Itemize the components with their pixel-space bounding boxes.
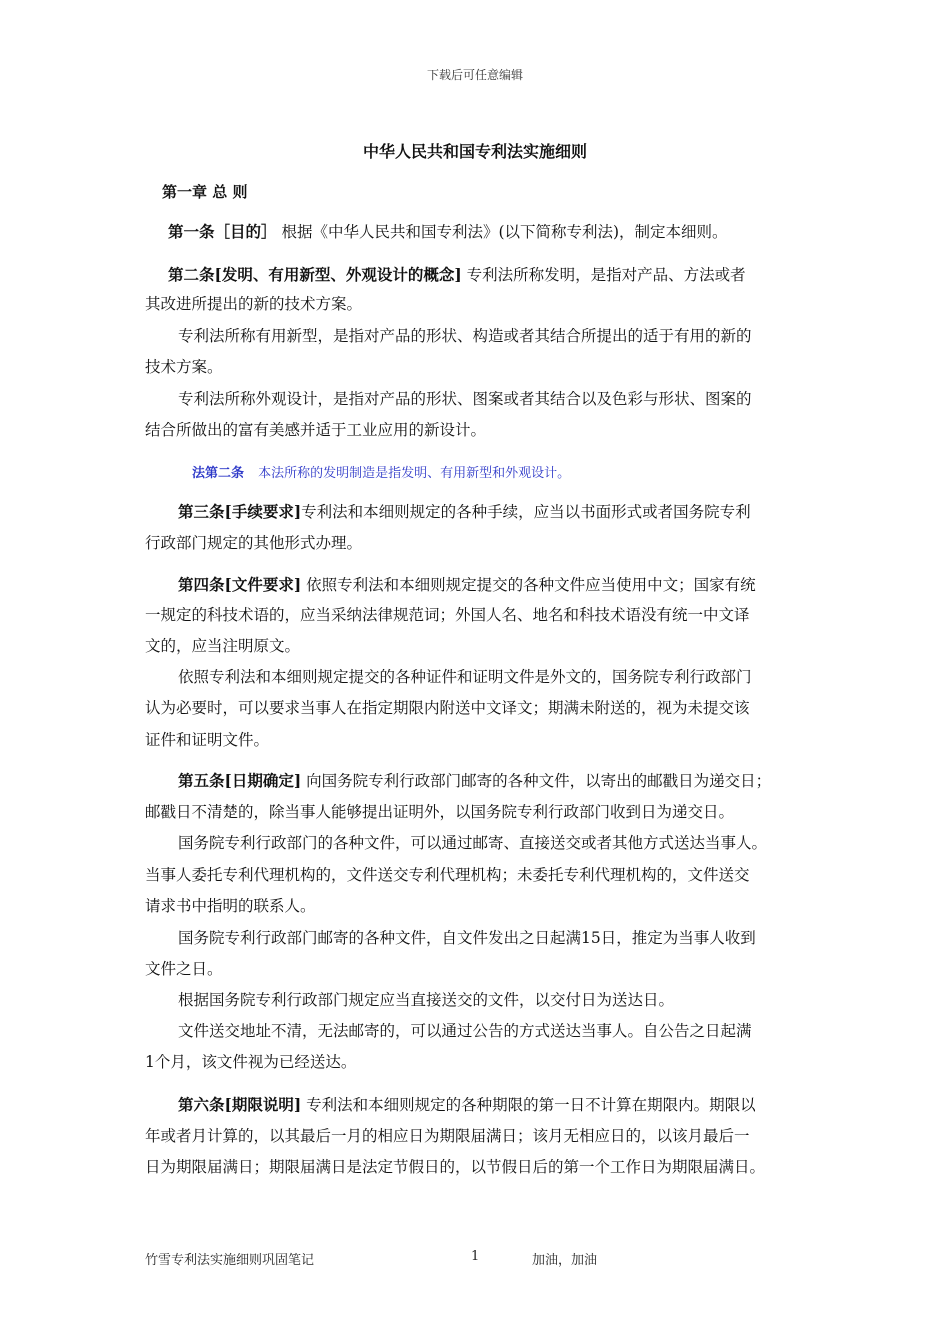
footer-title: 竹雪专利法实施细则巩固笔记: [145, 1253, 315, 1268]
law-note: [192, 462, 570, 481]
article-2-line-3: 专利法所称有用新型，是指对产品的形状、构造或者其结合所提出的适于有用的新的: [178, 327, 752, 345]
article-4-text: 依照专利法和本细则规定提交的各种文件应当使用中文；国家有统: [306, 576, 756, 594]
article-2-line-2: 其改进所提出的新的技术方案。: [145, 295, 363, 313]
article-3-line-1: [178, 502, 751, 522]
header-note: 下载后可任意编辑: [426, 68, 523, 82]
article-2-text: 专利法所称发明，是指对产品、方法或者: [466, 266, 746, 284]
article-5-line-9: 文件送交地址不清，无法邮寄的，可以通过公告的方式送达当事人。自公告之日起满: [178, 1022, 752, 1040]
article-4-line-1: [178, 575, 756, 595]
article-2-line-5: 专利法所称外观设计，是指对产品的形状、图案或者其结合以及色彩与形状、图案的: [178, 390, 752, 408]
article-3-heading: 第三条[手续要求]: [178, 502, 302, 521]
article-1-heading: 第一条［目的］: [168, 222, 277, 241]
article-4-line-5: 认为必要时，可以要求当事人在指定期限内附送中文译文；期满未附送的，视为未提交该: [145, 699, 750, 717]
article-5-line-2: 邮戳日不清楚的，除当事人能够提出证明外，以国务院专利行政部门收到日为递交日。: [145, 803, 735, 821]
page-number: 1: [471, 1249, 480, 1264]
article-1: [168, 222, 728, 242]
article-2-line-1: [168, 265, 746, 285]
article-1-text: 根据《中华人民共和国专利法》(以下简称专利法)，制定本细则。: [281, 223, 728, 241]
article-5-line-3: 国务院专利行政部门的各种文件，可以通过邮寄、直接送交或者其他方式送达当事人。: [178, 834, 768, 852]
article-5-line-6: 国务院专利行政部门邮寄的各种文件，自文件发出之日起满15日，推定为当事人收到: [178, 929, 756, 947]
article-2-heading: 第二条[发明、有用新型、外观设计的概念]: [168, 265, 462, 284]
article-5-heading: 第五条[日期确定]: [178, 771, 302, 790]
article-5-line-4: 当事人委托专利代理机构的，文件送交专利代理机构；未委托专利代理机构的，文件送交: [145, 866, 750, 884]
article-5-line-10: 1个月，该文件视为已经送达。: [145, 1053, 357, 1071]
article-2-line-6: 结合所做出的富有美感并适于工业应用的新设计。: [145, 421, 487, 439]
footer-note: 加油，加油: [532, 1253, 598, 1268]
article-4-heading: 第四条[文件要求]: [178, 575, 302, 594]
article-4-line-3: 文的，应当注明原文。: [145, 637, 301, 655]
law-note-heading: 法第二条: [192, 466, 245, 481]
article-5-text: 向国务院专利行政部门邮寄的各种文件，以寄出的邮戳日为递交日；: [306, 772, 772, 790]
chapter-heading: 第一章 总 则: [162, 183, 248, 201]
article-6-text: 专利法和本细则规定的各种期限的第一日不计算在期限内。期限以: [306, 1096, 756, 1114]
article-5-line-1: [178, 771, 771, 791]
article-5-line-7: 文件之日。: [145, 960, 223, 978]
article-3-line-2: 行政部门规定的其他形式办理。: [145, 534, 363, 552]
article-4-line-4: 依照专利法和本细则规定提交的各种证件和证明文件是外文的，国务院专利行政部门: [178, 668, 752, 686]
article-6-line-2: 年或者月计算的，以其最后一月的相应日为期限届满日；该月无相应日的，以该月最后一: [145, 1127, 750, 1145]
article-5-line-5: 请求书中指明的联系人。: [145, 897, 316, 915]
article-4-line-6: 证件和证明文件。: [145, 731, 270, 749]
law-note-text: 本法所称的发明制造是指发明、有用新型和外观设计。: [258, 466, 571, 481]
article-6-heading: 第六条[期限说明]: [178, 1095, 302, 1114]
article-6-line-3: 日为期限届满日；期限届满日是法定节假日的，以节假日后的第一个工作日为期限届满日。: [145, 1158, 766, 1176]
document-title: 中华人民共和国专利法实施细则: [362, 142, 587, 161]
article-3-text: 专利法和本细则规定的各种手续，应当以书面形式或者国务院专利: [301, 503, 751, 521]
article-5-line-8: 根据国务院专利行政部门规定应当直接送交的文件，以交付日为送达日。: [178, 991, 675, 1009]
article-4-line-2: 一规定的科技术语的，应当采纳法律规范词；外国人名、地名和科技术语没有统一中文译: [145, 606, 750, 624]
article-2-line-4: 技术方案。: [145, 358, 223, 376]
article-6-line-1: [178, 1095, 756, 1115]
